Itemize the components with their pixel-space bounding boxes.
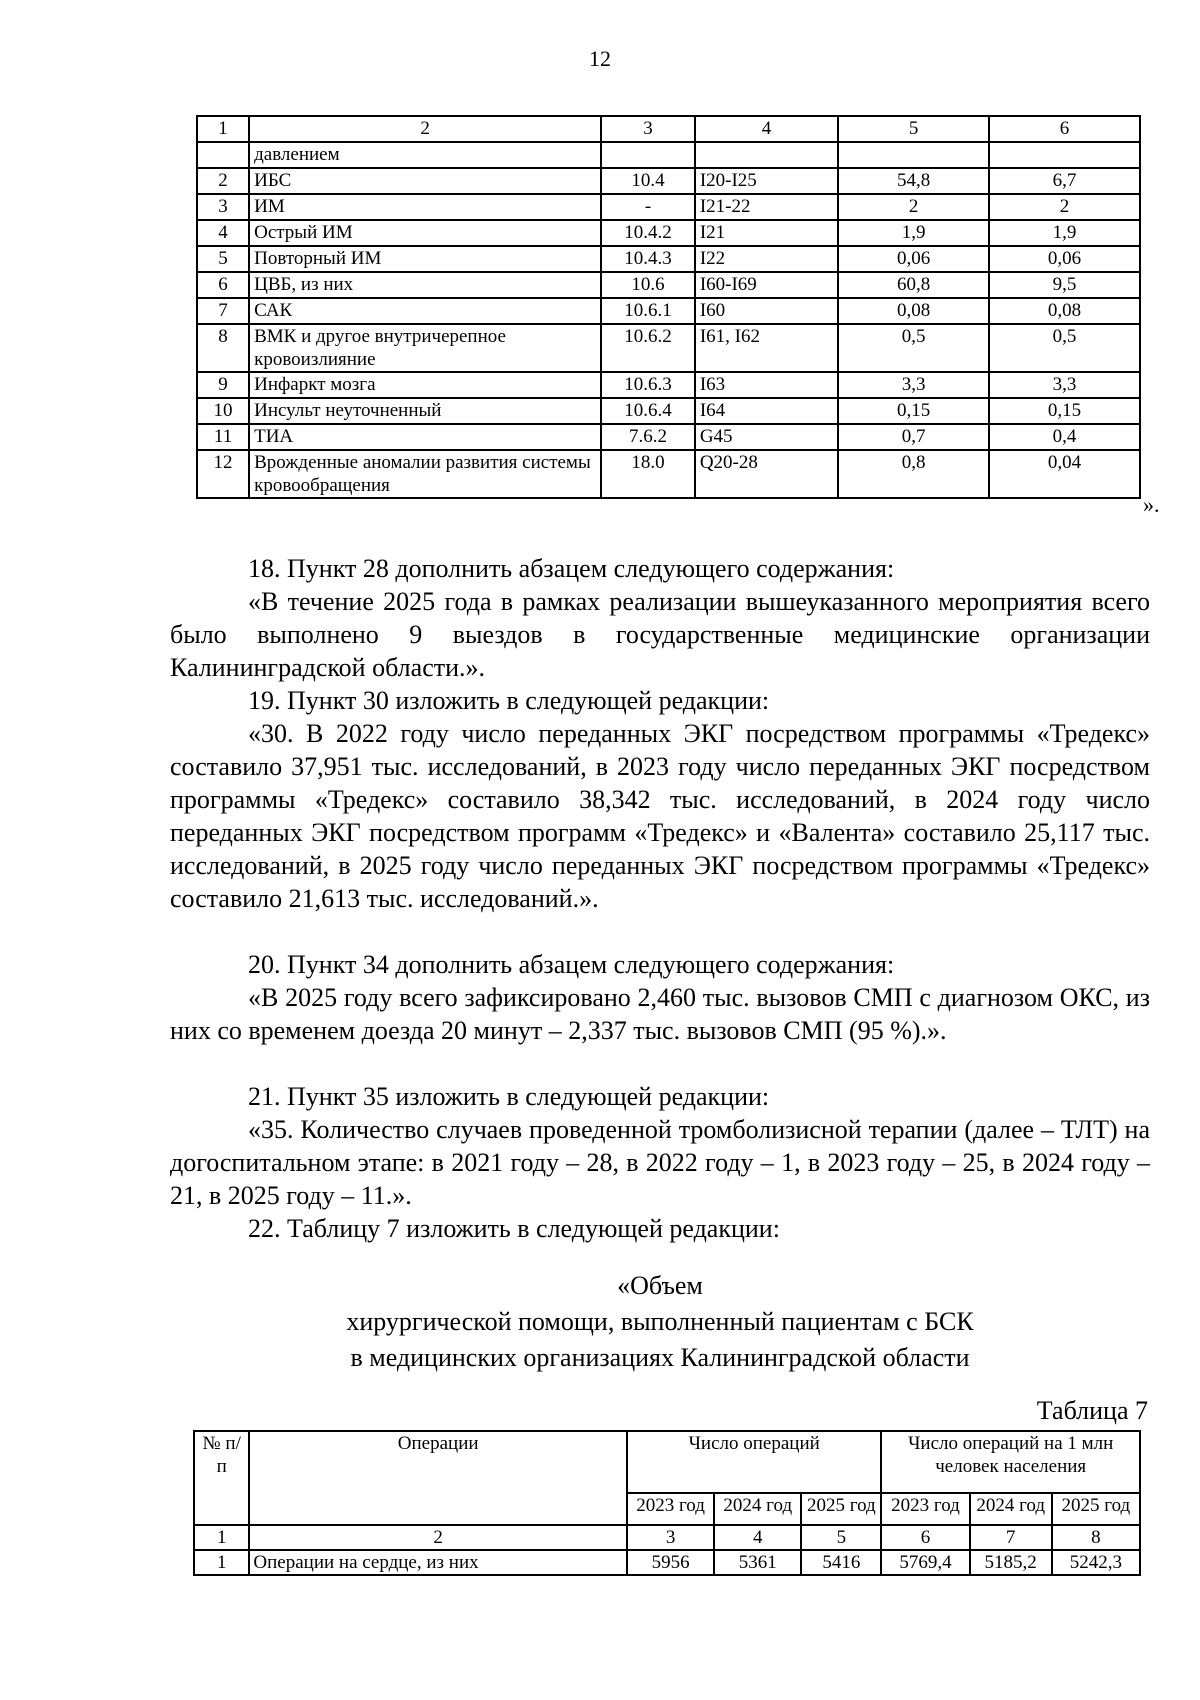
table-row [197,220,1140,246]
table-cell: I63 [695,372,838,398]
table-row [197,450,1140,498]
table-closing-quote: ». [1143,492,1160,517]
table-cell: 6,7 [989,168,1140,194]
table-cell: 4 [197,220,249,246]
page-number: 12 [589,46,611,71]
table-cell: ТИА [249,424,601,450]
table-cell: ИМ [249,194,601,220]
table-cell: ВМК и другое внутричерепное кровоизлияние [249,324,601,372]
header-cell-year: 2025 год [1052,1493,1140,1525]
table-cell: ЦВБ, из них [249,272,601,298]
table-number-row [194,1525,1140,1550]
table-cell: 18.0 [601,450,695,498]
table-cell: 10.6.2 [601,324,695,372]
table-cell: Инсульт неуточненный [249,398,601,424]
table-cell: 3 [627,1525,714,1550]
table-cell: 0,15 [989,398,1140,424]
table-cell: 2 [838,194,989,220]
table-cell: Операции на сердце, из них [249,1550,627,1575]
table-row [197,372,1140,398]
table-cell: 0,5 [838,324,989,372]
table-cell: G45 [695,424,838,450]
table-cell: 0,7 [838,424,989,450]
table-cell: 10.6.4 [601,398,695,424]
table-cell: 3,3 [989,372,1140,398]
table-cell: 2 [249,1525,627,1550]
header-cell-year: 2023 год [881,1493,969,1525]
paragraph-19: 19. Пункт 30 изложить в следующей редакции: [248,686,770,715]
paragraph-22: 22. Таблицу 7 изложить в следующей редакции: [248,1214,780,1243]
table-row [197,272,1140,298]
header-cell: 1 [197,116,249,142]
table-cell: 7 [970,1525,1052,1550]
table-cell: 3,3 [838,372,989,398]
table-cell: 1 [194,1550,249,1575]
table-cell: 4 [714,1525,801,1550]
paragraph-19-quote: «30. В 2022 году число переданных ЭКГ посредством программы «Тредекс» составило 37,951 тыс. исследований, в 2023 году число переданных ЭКГ посредством программы «Тредекс» составило 38,342 тыс. исследований, в 2024 году число переданных ЭКГ посредством программ «Тредекс» и «Валента» составило 25,117 тыс. исследований, в 2025 году число переданных ЭКГ посредством программы «Тредекс» составило 21,613 тыс. исследований.». [170,719,1150,913]
table-surgery-volume [193,1430,1141,1576]
table-cell: ИБС [249,168,601,194]
header-cell: 6 [989,116,1140,142]
table-cell: 6 [881,1525,969,1550]
table-cell: 0,4 [989,424,1140,450]
table7-label: Таблица 7 [1036,1396,1148,1425]
header-cell: 2 [249,116,601,142]
table-row [197,194,1140,220]
table-cell: 10.6.3 [601,372,695,398]
table-cell: 0,06 [989,246,1140,272]
table-mortality [196,115,1141,499]
header-cell-year: 2025 год [801,1493,881,1525]
table-header-row [197,116,1140,142]
header-cell: 4 [695,116,838,142]
table-cell: 10.4.2 [601,220,695,246]
table-cell: 11 [197,424,249,450]
table-cell: 12 [197,450,249,498]
table-cell: I22 [695,246,838,272]
table-cell: 7.6.2 [601,424,695,450]
paragraph-18: 18. Пункт 28 дополнить абзацем следующего содержания: [248,554,895,583]
table-row [197,424,1140,450]
table-cell: Q20-28 [695,450,838,498]
table-cell: 8 [1052,1525,1140,1550]
paragraph-21-quote: «35. Количество случаев проведенной тромболизисной терапии (далее – ТЛТ) на догоспитальном этапе: в 2021 году – 28, в 2022 году – 1, в 2023 году – 25, в 2024 году – 21, в 2025 году – 11.». [170,1115,1150,1210]
header-cell-operations: Операции [249,1431,627,1525]
table-cell: 54,8 [838,168,989,194]
table-cell: 0,15 [838,398,989,424]
table-cell: 5416 [801,1550,881,1575]
table-cell: Инфаркт мозга [249,372,601,398]
table-cell: 60,8 [838,272,989,298]
table-row [197,398,1140,424]
table-row [197,168,1140,194]
table7-title-line-3: в медицинских организациях Калининградской области [350,1343,970,1372]
table-row [197,142,1140,168]
table-cell: 0,06 [838,246,989,272]
table-cell: 2 [197,168,249,194]
header-cell: 5 [838,116,989,142]
header-cell-count: Число операций [627,1431,881,1493]
header-cell-year: 2023 год [627,1493,714,1525]
table-cell: 10.6.1 [601,298,695,324]
header-cell-year: 2024 год [970,1493,1052,1525]
table-cell: 6 [197,272,249,298]
paragraph-20-quote: «В 2025 году всего зафиксировано 2,460 тыс. вызовов СМП с диагнозом ОКС, из них со временем доезда 20 минут – 2,337 тыс. вызовов СМП (95 %).». [170,983,1150,1045]
table7-title-line-2: хирургической помощи, выполненный пациентам с БСК [346,1307,974,1336]
table-header-row [194,1431,1140,1493]
table-cell: I20-I25 [695,168,838,194]
header-cell-num: № п/п [194,1431,249,1525]
table-cell: 5 [197,246,249,272]
table-cell: 8 [197,324,249,372]
paragraph-18-quote: «В течение 2025 года в рамках реализации вышеуказанного мероприятия всего было выполнено 9 выездов в государственные медицинские организации Калининградской области.». [170,587,1150,682]
table7-title-line-1: «Объем [617,1271,703,1300]
table-cell: 1,9 [838,220,989,246]
table-cell: 10.6 [601,272,695,298]
table-cell: 7 [197,298,249,324]
table-cell: I60 [695,298,838,324]
table-cell: 1,9 [989,220,1140,246]
table-row [194,1550,1140,1575]
table-cell: I60-I69 [695,272,838,298]
table-cell: 5 [801,1525,881,1550]
table-cell: 10.4.3 [601,246,695,272]
table-cell: 2 [989,194,1140,220]
table-cell: Повторный ИМ [249,246,601,272]
paragraph-21: 21. Пункт 35 изложить в следующей редакции: [248,1082,770,1111]
table-cell: 10 [197,398,249,424]
table-cell: I61, I62 [695,324,838,372]
table-cell: - [601,194,695,220]
table-cell: 0,5 [989,324,1140,372]
table-cell: 5242,3 [1052,1550,1140,1575]
header-cell-rate: Число операций на 1 млн человек населения [881,1431,1140,1493]
table-cell: 0,08 [838,298,989,324]
table-row [197,324,1140,372]
table-cell: 5361 [714,1550,801,1575]
table-cell: давлением [249,142,601,168]
table-cell: 9 [197,372,249,398]
table-cell: 0,8 [838,450,989,498]
header-cell: 3 [601,116,695,142]
paragraph-20: 20. Пункт 34 дополнить абзацем следующего содержания: [248,950,895,979]
header-cell-year: 2024 год [714,1493,801,1525]
table-cell: I21 [695,220,838,246]
table-cell: 0,08 [989,298,1140,324]
table-cell: I64 [695,398,838,424]
table-cell: 3 [197,194,249,220]
table-cell: 10.4 [601,168,695,194]
table-cell: 5769,4 [881,1550,969,1575]
table-cell: 0,04 [989,450,1140,498]
table-cell: Врожденные аномалии развития системы кровообращения [249,450,601,498]
table-cell: САК [249,298,601,324]
table-row [197,246,1140,272]
table-cell: 5185,2 [970,1550,1052,1575]
table-cell: 1 [194,1525,249,1550]
table-cell: 5956 [627,1550,714,1575]
table-cell: I21-22 [695,194,838,220]
table-row [197,298,1140,324]
table-cell: Острый ИМ [249,220,601,246]
table-cell: 9,5 [989,272,1140,298]
